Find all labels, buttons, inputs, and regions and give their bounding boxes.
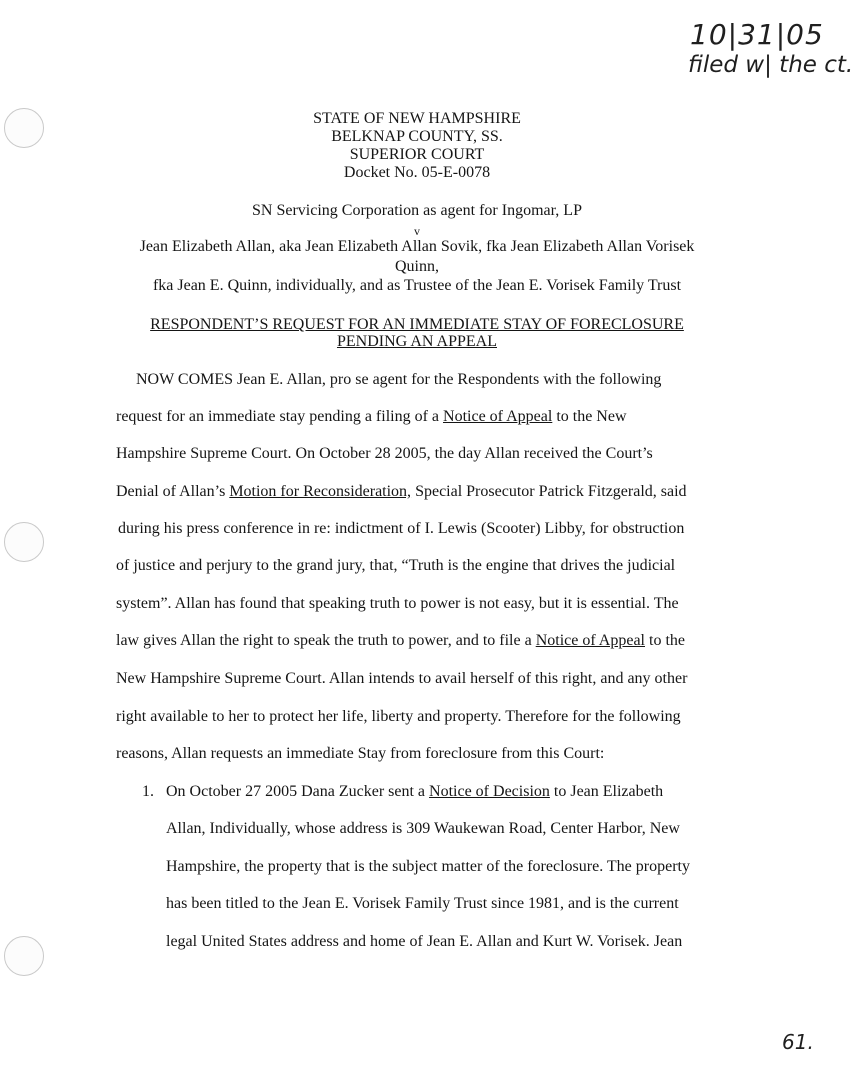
notice-of-appeal-reference: Notice of Appeal xyxy=(535,632,645,649)
caption-docket: Docket No. 05-E-0078 xyxy=(343,164,491,181)
notice-of-decision-reference: Notice of Decision xyxy=(429,783,550,800)
body-line: Hampshire Supreme Court. On October 28 2005, the day Allan received the Court’s xyxy=(116,445,653,462)
defendant-name-line2: Quinn, xyxy=(395,258,439,275)
document-title-line1: RESPONDENT’S REQUEST FOR AN IMMEDIATE STAY OF FORECLOSURE xyxy=(150,316,684,333)
handwritten-note: filed w| the ct. xyxy=(688,52,853,78)
body-line: New Hampshire Supreme Court. Allan intends to avail herself of this right, and any other xyxy=(116,670,688,687)
handwritten-date: 10|31|05 xyxy=(690,18,824,51)
body-line: right available to her to protect her life, liberty and property. Therefore for the following xyxy=(116,708,681,725)
versus-label: v xyxy=(414,224,420,238)
list-item-number: 1. xyxy=(142,783,154,800)
caption-court: SUPERIOR COURT xyxy=(349,146,485,163)
body-line: NOW COMES Jean E. Allan, pro se agent for the Respondents with the following xyxy=(136,371,662,388)
body-line: Denial of Allan’s Motion for Reconsideration, Special Prosecutor Patrick Fitzgerald, said xyxy=(116,483,687,500)
body-line: law gives Allan the right to speak the truth to power, and to file a Notice of Appeal to the xyxy=(116,632,685,649)
punch-hole xyxy=(4,936,44,976)
motion-reference: Motion for Reconsideration, xyxy=(229,483,412,500)
body-line: system”. Allan has found that speaking truth to power is not easy, but it is essential. The xyxy=(116,595,679,612)
list-item-line: Allan, Individually, whose address is 309 Waukewan Road, Center Harbor, New xyxy=(166,820,680,837)
handwritten-page-number: 61. xyxy=(782,1030,814,1054)
list-item-line: Hampshire, the property that is the subject matter of the foreclosure. The property xyxy=(166,858,690,875)
document-title-line2: PENDING AN APPEAL xyxy=(336,333,497,350)
caption-state: STATE OF NEW HAMPSHIRE xyxy=(313,110,521,127)
defendant-name-line1: Jean Elizabeth Allan, aka Jean Elizabeth Allan Sovik, fka Jean Elizabeth Allan Vorisek xyxy=(139,238,695,255)
notice-of-appeal-reference: Notice of Appeal xyxy=(443,408,553,425)
caption-county: BELKNAP COUNTY, SS. xyxy=(331,128,503,145)
plaintiff-name: SN Servicing Corporation as agent for Ingomar, LP xyxy=(252,202,582,219)
body-line: during his press conference in re: indictment of I. Lewis (Scooter) Libby, for obstruction xyxy=(118,520,685,537)
defendant-name-line3: fka Jean E. Quinn, individually, and as Trustee of the Jean E. Vorisek Family Trust xyxy=(152,277,682,294)
list-item-line: has been titled to the Jean E. Vorisek Family Trust since 1981, and is the current xyxy=(166,895,679,912)
list-item-line: On October 27 2005 Dana Zucker sent a Notice of Decision to Jean Elizabeth xyxy=(166,783,664,800)
list-item-line: legal United States address and home of Jean E. Allan and Kurt W. Vorisek. Jean xyxy=(166,933,683,950)
body-line: request for an immediate stay pending a filing of a Notice of Appeal to the New xyxy=(116,408,627,425)
body-line: reasons, Allan requests an immediate Stay from foreclosure from this Court: xyxy=(116,745,605,762)
body-line: of justice and perjury to the grand jury, that, “Truth is the engine that drives the judicial xyxy=(116,557,676,574)
punch-hole xyxy=(4,522,44,562)
